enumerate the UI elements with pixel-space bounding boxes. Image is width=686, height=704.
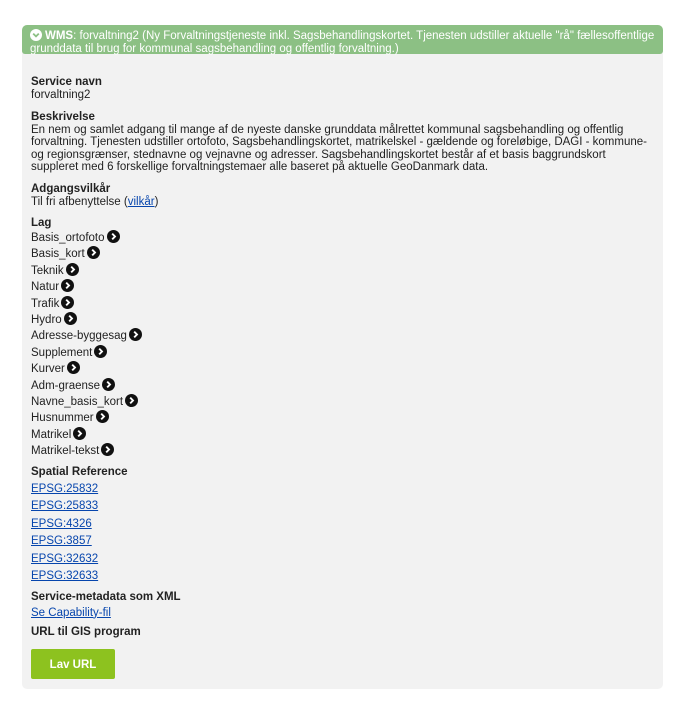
layer-list bbox=[31, 230, 654, 460]
layer-name: Hydro bbox=[31, 314, 62, 327]
layer-item bbox=[31, 361, 654, 377]
access-prefix: Til fri afbenyttelse ( bbox=[31, 195, 128, 208]
chevron-right-circle-icon[interactable] bbox=[96, 410, 109, 423]
epsg-link[interactable]: EPSG:25833 bbox=[31, 500, 99, 513]
layer-item bbox=[31, 263, 654, 279]
layer-item bbox=[31, 427, 654, 443]
layer-item bbox=[31, 345, 654, 361]
header-text: : forvaltning2 (Ny Forvaltningstjeneste inkl. Sagsbehandlingskortet. Tjenesten udstiller aktuelle "rå" fællesoffentlige grunddata til brug for kommunal sagsbehandling og offentlig forvaltning.) bbox=[30, 30, 655, 55]
epsg-link[interactable]: EPSG:32632 bbox=[31, 552, 99, 565]
service-name-value: forvaltning2 bbox=[31, 89, 91, 101]
layer-item bbox=[31, 230, 654, 246]
epsg-link[interactable]: EPSG:3857 bbox=[31, 535, 92, 548]
layer-item bbox=[31, 443, 654, 459]
layer-item bbox=[31, 246, 654, 262]
service-panel bbox=[22, 25, 663, 689]
layer-name: Basis_ortofoto bbox=[31, 232, 105, 244]
chevron-right-circle-icon[interactable] bbox=[125, 394, 138, 407]
chevron-right-circle-icon[interactable] bbox=[129, 328, 142, 341]
access-value bbox=[31, 196, 654, 209]
service-type: WMS bbox=[45, 30, 74, 42]
chevron-right-circle-icon[interactable] bbox=[66, 263, 79, 276]
make-url-button[interactable]: Lav URL bbox=[31, 649, 115, 679]
description-label: Beskrivelse bbox=[31, 110, 95, 123]
layer-name: Trafik bbox=[31, 297, 60, 310]
spatial-reference-label: Spatial Reference bbox=[31, 465, 128, 478]
chevron-right-circle-icon[interactable] bbox=[107, 230, 120, 243]
chevron-right-circle-icon[interactable] bbox=[73, 427, 86, 440]
epsg-link[interactable]: EPSG:25832 bbox=[31, 482, 99, 495]
layer-name: Supplement bbox=[31, 346, 93, 359]
layer-name: Adresse-byggesag bbox=[31, 330, 127, 343]
access-suffix: ) bbox=[154, 195, 159, 208]
layer-item bbox=[31, 296, 654, 312]
layers-label: Lag bbox=[31, 217, 52, 229]
epsg-link[interactable]: EPSG:4326 bbox=[31, 517, 92, 530]
layer-item bbox=[31, 394, 654, 410]
layer-name: Matrikel bbox=[31, 428, 72, 441]
layer-name: Natur bbox=[31, 281, 60, 294]
layer-name: Matrikel-tekst bbox=[31, 445, 100, 458]
layer-name: Basis_kort bbox=[31, 248, 85, 261]
chevron-right-circle-icon[interactable] bbox=[94, 345, 107, 358]
layer-item bbox=[31, 328, 654, 344]
chevron-right-circle-icon[interactable] bbox=[67, 361, 80, 374]
chevron-right-circle-icon[interactable] bbox=[61, 279, 74, 292]
service-name-label: Service navn bbox=[31, 76, 102, 88]
gis-url-label: URL til GIS program bbox=[31, 626, 141, 639]
spatial-reference-list bbox=[31, 481, 654, 586]
layer-item bbox=[31, 378, 654, 394]
chevron-right-circle-icon[interactable] bbox=[102, 378, 115, 391]
epsg-link[interactable]: EPSG:32633 bbox=[31, 570, 99, 583]
description-value: En nem og samlet adgang til mange af de nyeste danske grunddata målrettet kommunal sagsbehandling og offentlig forvaltning. Tjenesten udstiller ortofoto, Sagsbehandlingskortet, matrikelskel - gældende og foreløbige, DAGI - kommune- og regionsgrænser, stednavne og vejnavne og adresser. Sagsbehandlingskortet består af et basis baggrundskort suppleret med 6 forskellige forvaltningstemaer alle baseret på aktuelle GeoDanmark data. bbox=[31, 123, 647, 173]
chevron-right-circle-icon[interactable] bbox=[101, 443, 114, 456]
chevron-right-circle-icon[interactable] bbox=[61, 296, 74, 309]
layer-name: Teknik bbox=[31, 264, 64, 277]
chevron-right-circle-icon[interactable] bbox=[87, 246, 100, 259]
metadata-label: Service-metadata som XML bbox=[31, 590, 181, 603]
layer-name: Adm-graense bbox=[31, 379, 101, 392]
chevron-down-circle-icon[interactable] bbox=[30, 29, 42, 41]
chevron-right-circle-icon[interactable] bbox=[64, 312, 77, 325]
capability-link[interactable]: Se Capability-fil bbox=[31, 606, 111, 619]
access-label: Adgangsvilkår bbox=[31, 182, 111, 195]
layer-item bbox=[31, 279, 654, 295]
layer-item bbox=[31, 312, 654, 328]
layer-name: Navne_basis_kort bbox=[31, 396, 124, 409]
terms-link[interactable]: vilkår bbox=[127, 195, 155, 208]
layer-name: Husnummer bbox=[31, 412, 94, 425]
service-header[interactable] bbox=[22, 25, 663, 54]
layer-item bbox=[31, 410, 654, 426]
layer-name: Kurver bbox=[31, 363, 65, 376]
